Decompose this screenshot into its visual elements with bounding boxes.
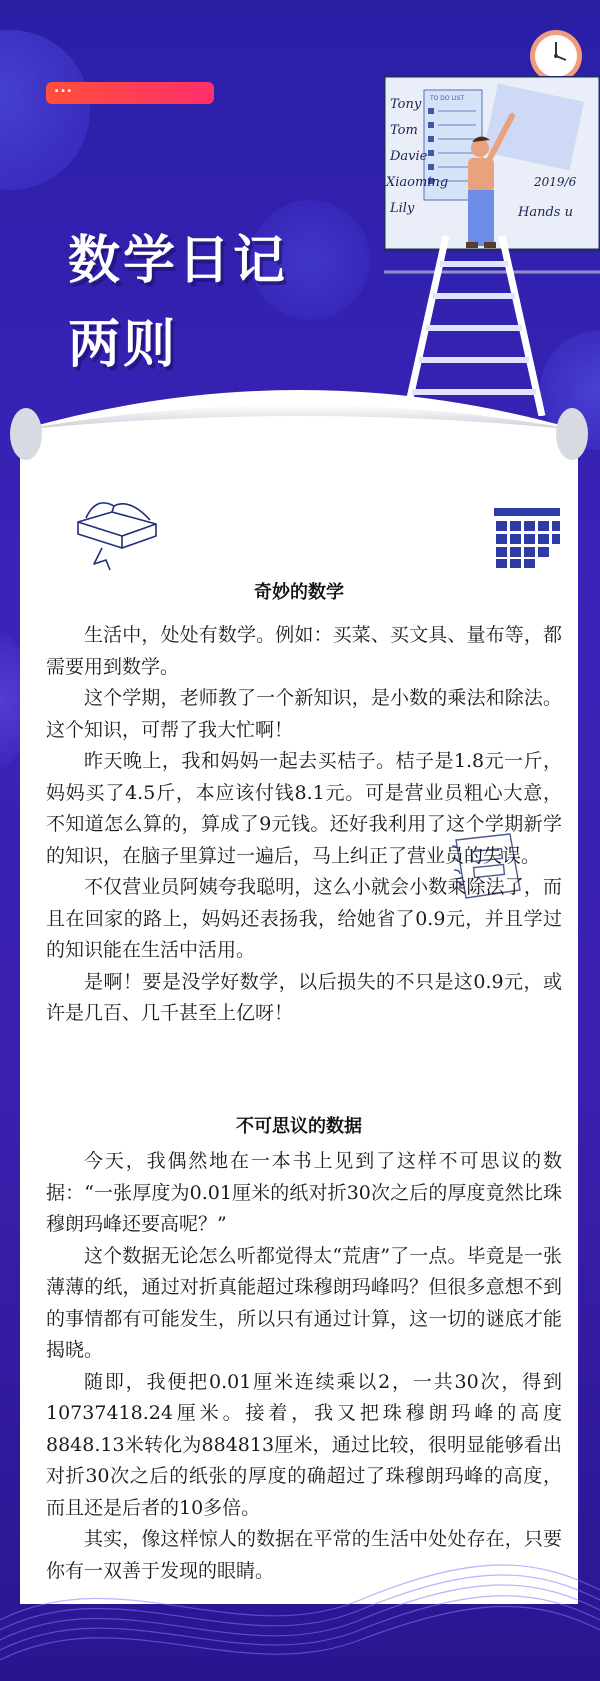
board-name: Davie: [390, 149, 428, 164]
diary1-body: [46, 620, 562, 1030]
diary2-paragraph: 其实，像这样惊人的数据在平常的生活中处处存在，只要你有一双善于发现的眼睛。: [46, 1528, 562, 1582]
header-pill: [46, 82, 214, 104]
diary1-title: 奇妙的数学: [254, 582, 344, 603]
board-name: Tom: [390, 123, 418, 138]
board-date: 2019/6: [534, 175, 577, 189]
diary2-title: 不可思议的数据: [236, 1116, 362, 1137]
diary2-paragraph: 今天，我偶然地在一本书上见到了这样不可思议的数据：“一张厚度为0.01厘米的纸对折30次之后的厚度竟然比珠穆朗玛峰还要高呢？”: [46, 1150, 562, 1235]
diary1-paragraph: 是啊！要是没学好数学，以后损失的不只是这0.9元，或许是几百、几千甚至上亿呀！: [46, 970, 562, 1024]
calendar-icon: [494, 508, 560, 568]
board-hands: Hands u: [518, 205, 573, 220]
whiteboard-illustration: [384, 76, 600, 416]
board-name: Lily: [390, 201, 415, 216]
diary1-paragraph: 生活中，处处有数学。例如：买菜、买文具、量布等，都需要用到数学。: [46, 624, 562, 678]
pill-label: ...: [54, 80, 73, 96]
book-icon: [72, 492, 164, 572]
board-name: Xiaoming: [386, 175, 449, 190]
todo-header: TO DO LIST: [430, 95, 465, 102]
paper-curl: [0, 384, 600, 474]
diary2-paragraph: 随即，我便把0.01厘米连续乘以2，一共30次，得到10737418.24厘米。接着，我又把珠穆朗玛峰的高度8848.13米转化为884813厘米，通过比较，很明显能够看出对折30次之后的纸张的厚度的确超过了珠穆朗玛峰的高度，而且还是后者的10多倍。: [46, 1370, 562, 1519]
diary1-paragraph: 昨天晚上，我和妈妈一起去买桔子。桔子是1.8元一斤，妈妈买了4.5斤，本应该付钱8.1元。可是营业员粗心大意，不知道怎么算的，算成了9元钱。还好我利用了这个学期新学的知识，在脑子里算过一遍后，马上纠正了营业员的失误。: [46, 750, 562, 867]
page-title-line1: 数学日记: [68, 231, 289, 291]
background-blob: [0, 30, 90, 190]
diary1-paragraph: 不仅营业员阿姨夸我聪明，这么小就会小数乘除法了，而且在回家的路上，妈妈还表扬我，给她省了0.9元，并且学过的知识能在生活中活用。: [46, 876, 562, 961]
page-title-line2: 两则: [68, 315, 179, 375]
wave-decoration: [0, 1500, 600, 1681]
board-name: Tony: [390, 97, 422, 112]
diary2-paragraph: 这个数据无论怎么听都觉得太“荒唐”了一点。毕竟是一张薄薄的纸，通过对折真能超过珠穆朗玛峰吗？但很多意想不到的事情都有可能发生，所以只有通过计算，这一切的谜底才能揭晓。: [46, 1244, 562, 1361]
diary1-paragraph: 这个学期，老师教了一个新知识，是小数的乘法和除法。这个知识，可帮了我大忙啊！: [46, 687, 562, 741]
